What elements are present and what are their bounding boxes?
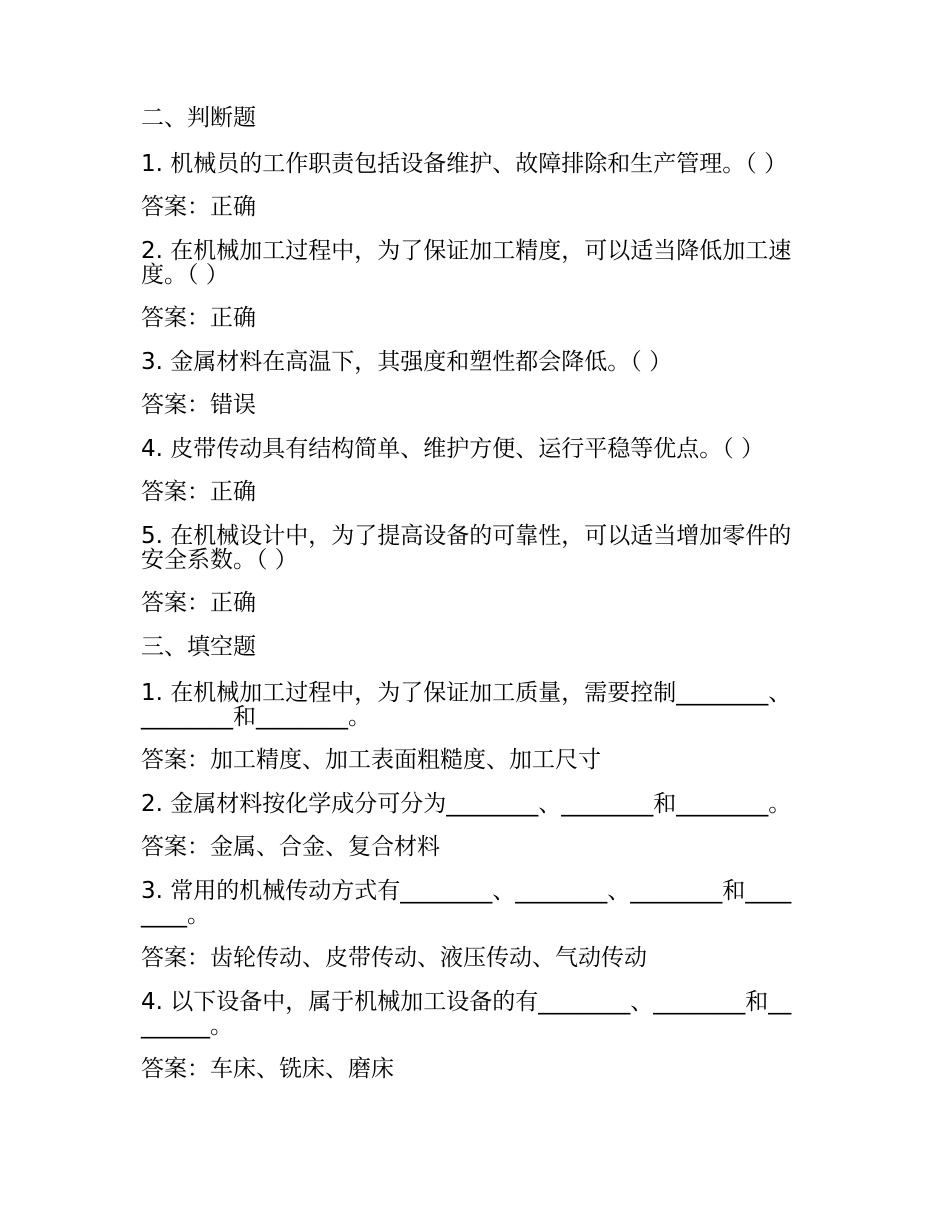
answer-text: 答案：金属、合金、复合材料	[141, 834, 440, 860]
section-heading: 三、填空题	[141, 634, 256, 660]
section-heading: 二、判断题	[141, 105, 256, 131]
answer-text: 答案：齿轮传动、皮带传动、液压传动、气动传动	[141, 945, 647, 971]
answer-text: 答案：正确	[141, 479, 256, 505]
question-text: 5. 在机械设计中，为了提高设备的可靠性，可以适当增加零件的安全系数。（ ）	[141, 523, 792, 573]
answer-text: 答案：正确	[141, 590, 256, 616]
question-text: 1. 在机械加工过程中，为了保证加工质量，需要控制________、________和________。	[141, 680, 792, 730]
answer-text: 答案：正确	[141, 194, 256, 220]
answer-text: 答案：正确	[141, 305, 256, 331]
document-page	[141, 106, 801, 1101]
question-text: 2. 金属材料按化学成分可分为________、________和________。	[141, 791, 792, 817]
question-text: 4. 皮带传动具有结构简单、维护方便、运行平稳等优点。（ ）	[141, 436, 765, 462]
section-true-false	[141, 106, 801, 615]
question-text: 1. 机械员的工作职责包括设备维护、故障排除和生产管理。（ ）	[141, 151, 788, 177]
question-text: 3. 金属材料在高温下，其强度和塑性都会降低。（ ）	[141, 349, 673, 375]
question-text: 3. 常用的机械传动方式有________、________、________和________。	[141, 878, 792, 928]
question-text: 2. 在机械加工过程中，为了保证加工精度，可以适当降低加工速度。（ ）	[141, 238, 792, 288]
question-text: 4. 以下设备中，属于机械加工设备的有________、________和________。	[141, 989, 792, 1039]
section-fill-in-blank	[141, 635, 801, 1081]
answer-text: 答案：错误	[141, 392, 256, 418]
answer-text: 答案：车床、铣床、磨床	[141, 1056, 394, 1082]
answer-text: 答案：加工精度、加工表面粗糙度、加工尺寸	[141, 747, 601, 773]
